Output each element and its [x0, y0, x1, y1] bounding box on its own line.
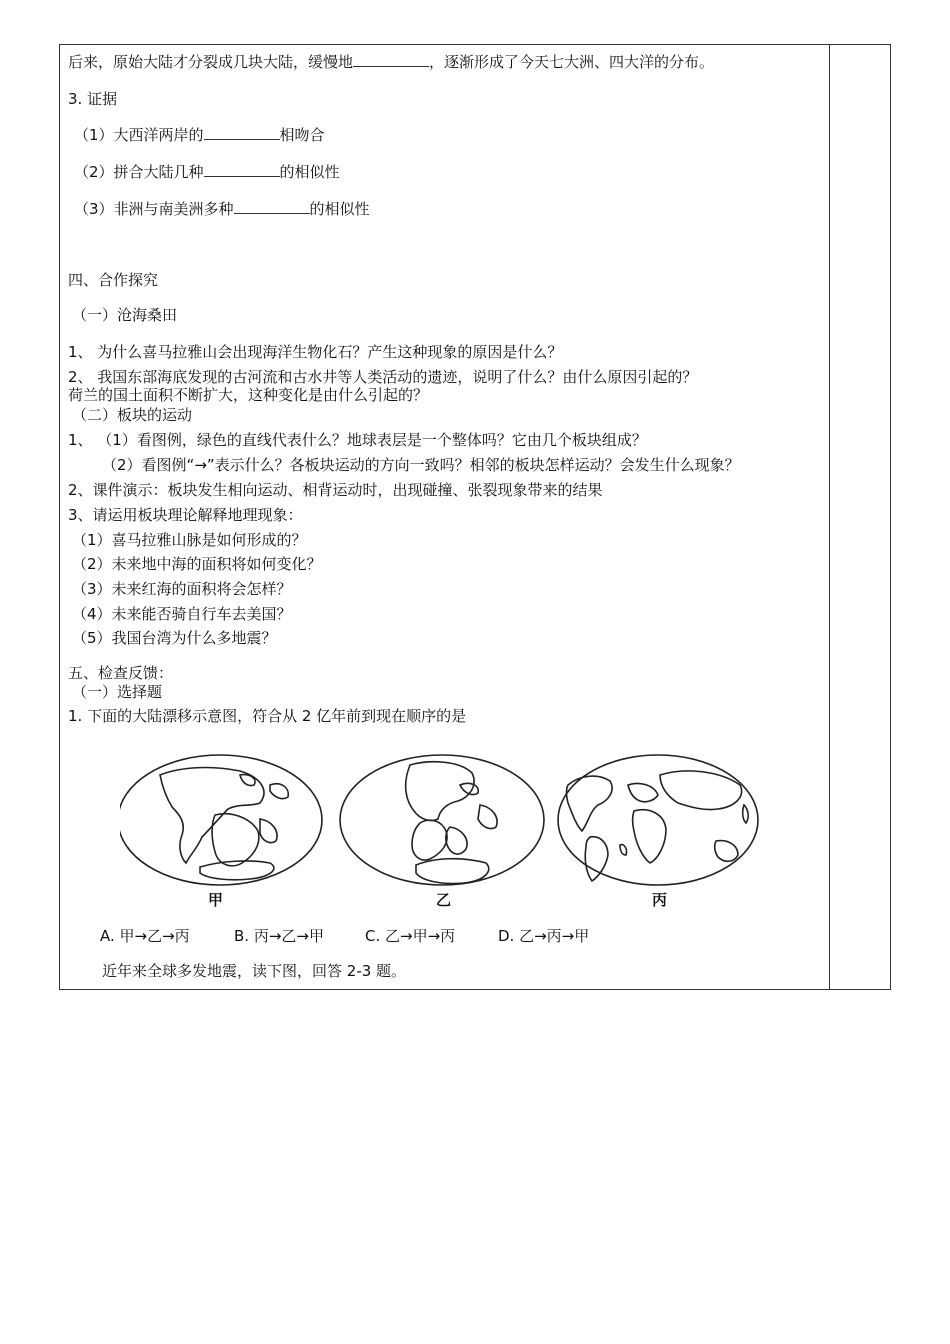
section-4-heading: 四、合作探究: [68, 271, 159, 289]
multiple-choice-question-1: 1. 下面的大陆漂移示意图，符合从 2 亿年前到现在顺序的是: [68, 707, 467, 725]
evidence-item-1: [74, 125, 325, 145]
evidence-item-3: [74, 199, 370, 219]
fill-blank[interactable]: [234, 199, 310, 214]
phenomenon-5: （5）我国台湾为什么多地震？: [72, 629, 277, 647]
side-column-divider: [829, 45, 830, 989]
question-1: 1、 为什么喜马拉雅山会出现海洋生物化石？产生这种现象的原因是什么？: [68, 343, 563, 361]
option-a[interactable]: A. 甲→乙→丙: [100, 927, 190, 945]
plate-question-1b: （2）看图例“→”表示什么？各板块运动的方向一致吗？相邻的板块怎样运动？会发生什么现象？: [102, 456, 740, 474]
earthquake-prompt: 近年来全球多发地震，读下图，回答 2-3 题。: [102, 962, 407, 980]
phenomenon-1: （1）喜马拉雅山脉是如何形成的？: [72, 531, 307, 549]
question-2-continued: 荷兰的国土面积不断扩大，这种变化是由什么引起的？: [68, 386, 429, 404]
phenomenon-4: （4）未来能否骑自行车去美国？: [72, 605, 292, 623]
plate-question-1: 1、 （1）看图例，绿色的直线代表什么？地球表层是一个整体吗？它由几个板块组成？: [68, 431, 647, 449]
section-5-heading: 五、检查反馈：: [68, 664, 174, 682]
fill-blank[interactable]: [353, 52, 429, 67]
fill-blank[interactable]: [204, 162, 280, 177]
option-c[interactable]: C. 乙→甲→丙: [365, 927, 456, 945]
map-label-jia: 甲: [208, 891, 224, 909]
evidence-item-2: [74, 162, 340, 182]
option-d[interactable]: D. 乙→丙→甲: [498, 927, 590, 945]
subsection-3-heading: （一）选择题: [72, 683, 163, 701]
phenomenon-3: （3）未来红海的面积将会怎样？: [72, 580, 292, 598]
plate-question-3: 3、请运用板块理论解释地理现象：: [68, 506, 303, 524]
text: （3）非洲与南美洲多种: [74, 200, 234, 218]
question-2: 2、 我国东部海底发现的古河流和古水井等人类活动的遗迹，说明了什么？由什么原因引起的？: [68, 368, 698, 386]
option-b[interactable]: B. 丙→乙→甲: [234, 927, 324, 945]
map-label-yi: 乙: [436, 891, 452, 909]
evidence-title: 3. 证据: [68, 90, 118, 108]
drift-line: [68, 52, 714, 72]
text: 的相似性: [309, 200, 370, 218]
continental-drift-maps: [120, 745, 760, 915]
text: 的相似性: [279, 163, 340, 181]
map-label-bing: 丙: [652, 891, 668, 909]
map-jia: [120, 755, 322, 885]
map-bing: [558, 755, 758, 885]
phenomenon-2: （2）未来地中海的面积将如何变化？: [72, 555, 322, 573]
map-yi: [340, 755, 544, 885]
fill-blank[interactable]: [204, 125, 280, 140]
plate-question-2: 2、课件演示：板块发生相向运动、相背运动时，出现碰撞、张裂现象带来的结果: [68, 481, 603, 499]
subsection-2-heading: （二）板块的运动: [72, 406, 193, 424]
text: 后来，原始大陆才分裂成几块大陆，缓慢地: [68, 53, 354, 71]
worksheet-table: [59, 44, 891, 990]
text: ，逐渐形成了今天七大洲、四大洋的分布。: [429, 53, 715, 71]
text: 相吻合: [279, 126, 325, 144]
text: （2）拼合大陆几种: [74, 163, 204, 181]
subsection-1-heading: （一）沧海桑田: [72, 306, 178, 324]
text: （1）大西洋两岸的: [74, 126, 204, 144]
